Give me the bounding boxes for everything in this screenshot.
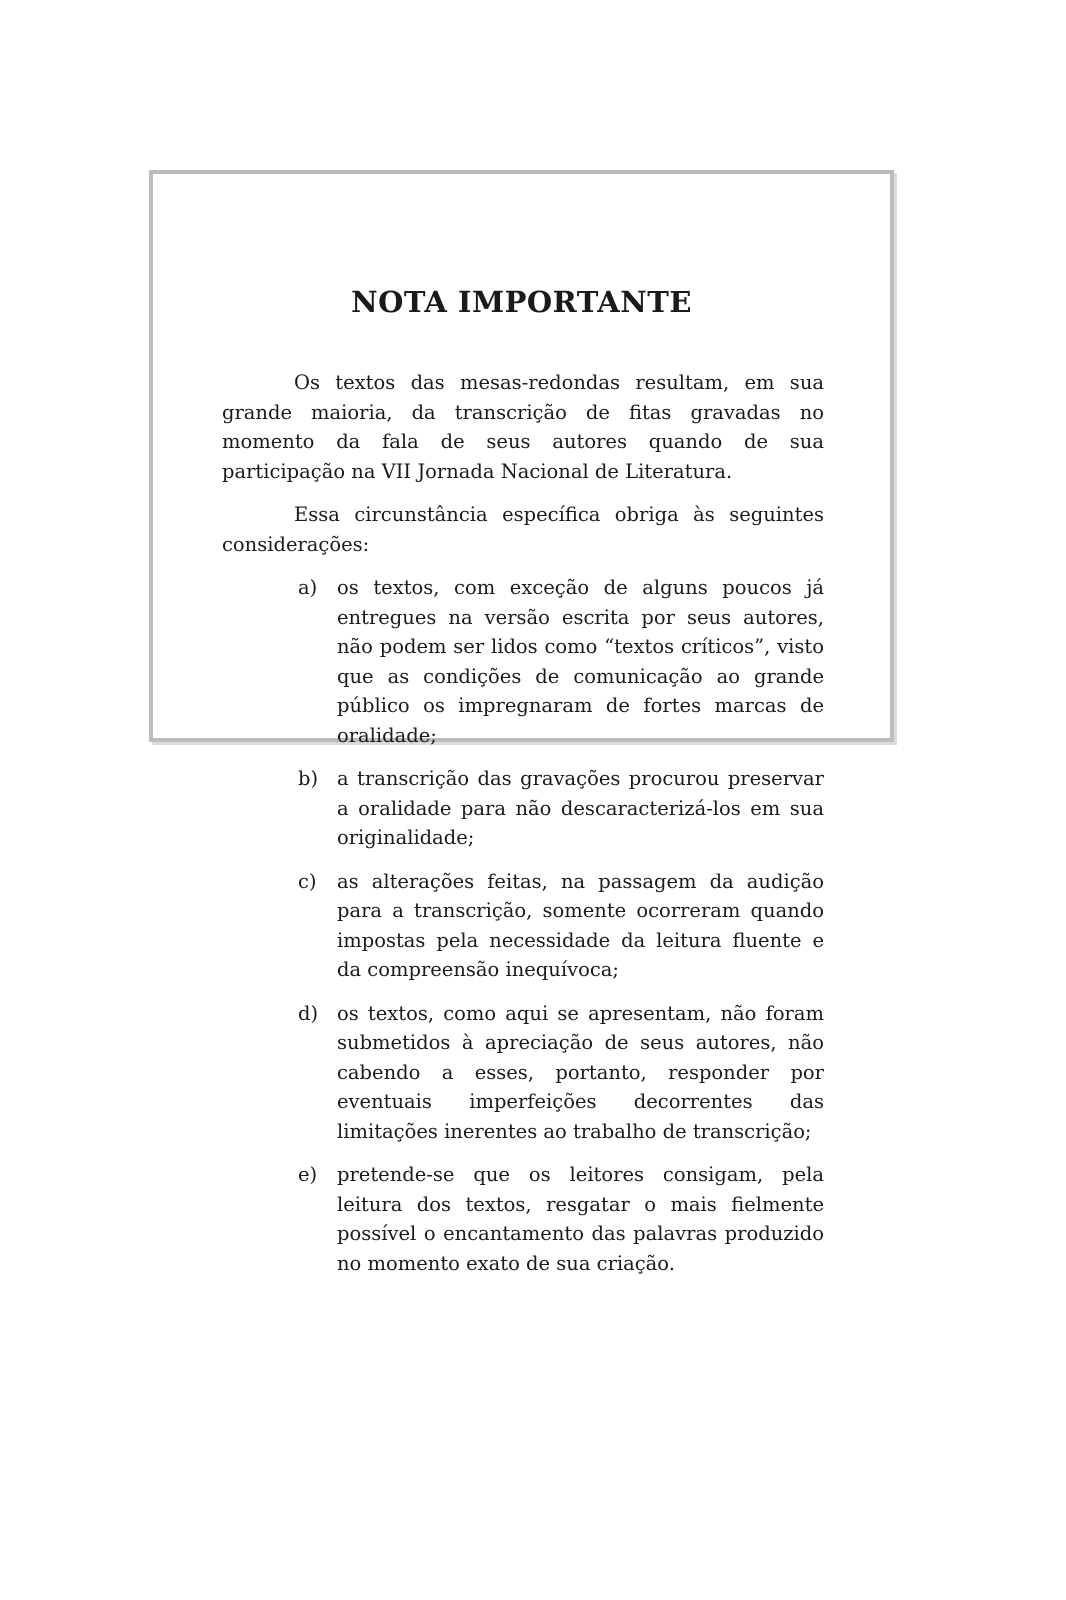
document-page — [149, 170, 894, 1275]
list-item — [298, 999, 824, 1147]
considerations-list — [222, 573, 824, 1278]
list-item — [298, 867, 824, 985]
list-marker: e) — [298, 1163, 318, 1186]
page-title: NOTA IMPORTANTE — [351, 285, 692, 319]
list-item — [298, 573, 824, 750]
intro-paragraph: Os textos das mesas-redondas resultam, em sua grande maioria, da transcrição de fitas gravadas no momento da fala de seus autores quando de sua participação na VII Jornada Nacional de Literatura. — [222, 371, 824, 483]
list-marker: b) — [298, 767, 319, 790]
list-item-text: a transcrição das gravações procurou preservar a oralidade para não descaracterizá-los em sua originalidade; — [337, 767, 824, 849]
list-item-text: pretende-se que os leitores consigam, pela leitura dos textos, resgatar o mais fielmente possível o encantamento das palavras produzido no momento exato de sua criação. — [337, 1163, 824, 1275]
list-marker: c) — [298, 869, 317, 893]
list-marker: a) — [298, 576, 318, 599]
list-item — [298, 764, 824, 853]
list-item-text: as alterações feitas, na passagem da audição para a transcrição, somente ocorreram quando impostas pela necessidade da leitura fluente e da compreensão inequívoca; — [337, 869, 824, 981]
list-item-text: os textos, com exceção de alguns poucos já entregues na versão escrita por seus autores, não podem ser lidos como “textos críticos”, visto que as condições de comunicação ao grande público os impregnaram de fortes marcas de oralidade; — [337, 576, 824, 747]
list-marker: d) — [298, 1001, 319, 1025]
list-item-text: os textos, como aqui se apresentam, não foram submetidos à apreciação de seus autores, não cabendo a esses, portanto, responder por eventuais imperfeições decorrentes das limitações inerentes ao trabalho de transcrição; — [337, 1001, 824, 1143]
list-item — [298, 1160, 824, 1278]
considerations-paragraph: Essa circunstância específica obriga às seguintes considerações: — [222, 503, 824, 556]
document-body — [222, 368, 824, 1292]
